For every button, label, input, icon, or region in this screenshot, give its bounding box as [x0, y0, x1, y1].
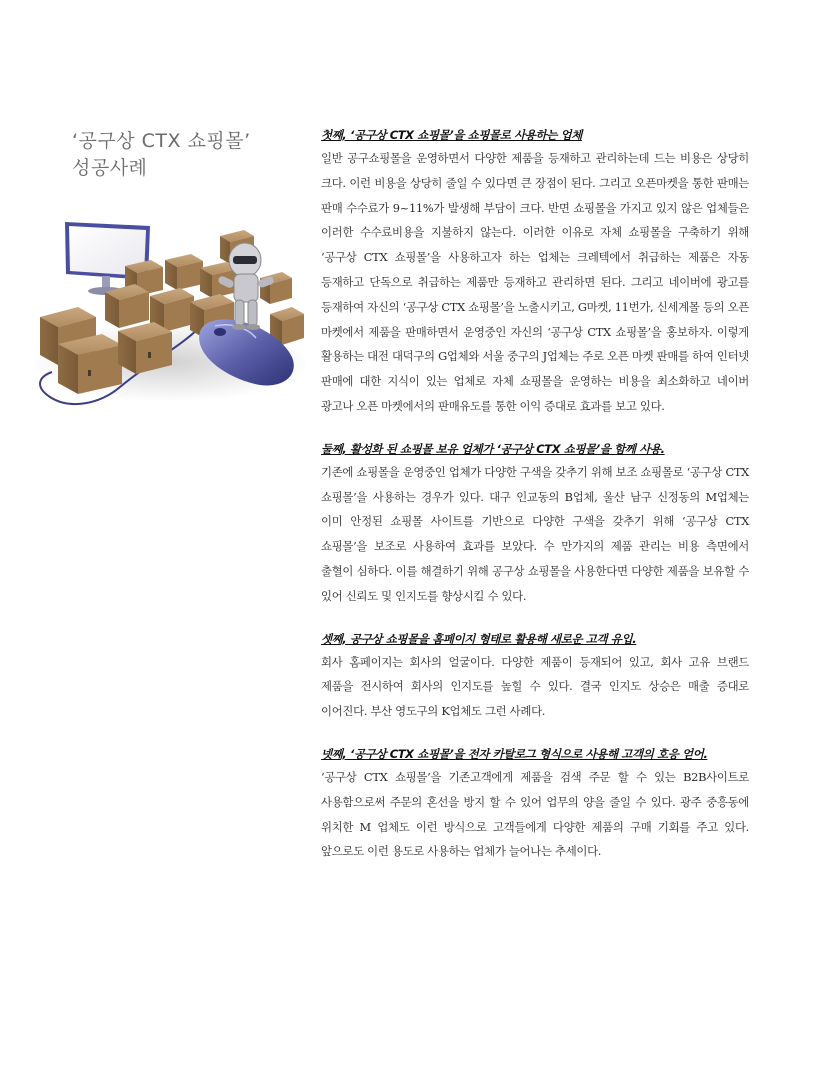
section-heading: 첫째, ‘공구상 CTX 쇼핑몰’을 쇼핑몰로 사용하는 업체 [321, 128, 582, 142]
section-2 [321, 441, 749, 609]
section-body: 회사 홈페이지는 회사의 얼굴이다. 다양한 제품이 등재되어 있고, 회사 고유 브랜드 제품을 전시하여 회사의 인지도를 높힐 수 있다. 결국 인지도 상승은 매출 증대로 이어진다. 부산 영도구의 K업체도 그런 사례다. [321, 654, 749, 719]
section-body: 일반 공구쇼핑몰을 운영하면서 다양한 제품을 등재하고 관리하는데 드는 비용은 상당히 크다. 이런 비용을 상당히 줄일 수 있다면 큰 장점이 된다. 그리고 오픈마켓을 통한 판매는 판매 수수료가 9~11%가 발생해 부담이 크다. 반면 쇼핑몰을 가지고 있지 않은 업체들은 이러한 수수료비용을 지불하지 않는다. 이러한 이유로 자체 쇼핑몰을 구축하기 위해 ‘공구상 CTX 쇼핑몰’을 사용하고자 하는 업체는 크레텍에서 취급하는 제품은 자동 등재하고 단독으로 취급하는 제품만 등재하고 관리하면 된다. 그리고 네이버에 광고를 등재하여 자신의 ‘공구상 CTX 쇼핑몰’을 노출시키고, G마켓, 11번가, 신세계몰 등의 오픈 마켓에서 제품을 판매하면서 운영중인 자신의 ‘공구상 CTX 쇼핑몰’을 홍보하자. 이렇게 활용하는 대전 대덕구의 G업체와 서울 중구의 J업체는 주로 오픈 마켓 판매를 하여 인터넷 판매에 대한 지식이 있는 업체로 자체 쇼핑몰을 운영하는 비용을 최소화하고 네이버 광고나 오픈 마켓에서의 판매유도를 통한 이익 증대로 효과를 보고 있다. [321, 151, 749, 413]
section-heading: 셋째, 공구상 쇼핑몰을 홈페이지 형태로 활용해 새로운 고객 유입. [321, 631, 637, 646]
section-3 [321, 631, 749, 724]
section-heading: 넷째, ‘공구상 CTX 쇼핑몰’을 전자 카탈로그 형식으로 사용해 고객의 호응 얻어. [321, 746, 708, 761]
page-title [72, 128, 292, 182]
section-4 [321, 746, 749, 864]
article-content [321, 127, 749, 886]
page-title-line2: 성공사례 [72, 157, 148, 179]
section-body: ‘공구상 CTX 쇼핑몰’을 기존고객에게 제품을 검색 주문 할 수 있는 B2B사이트로 사용함으로써 주문의 혼선을 방지 할 수 있어 업무의 양을 줄일 수 있다. 광주 중흥동에 위치한 M 업체도 이런 방식으로 고객들에게 다양한 제품의 구매 기회를 주고 있다. 앞으로도 이런 용도로 사용하는 업체가 늘어나는 추세이다. [321, 769, 749, 859]
shopping-illustration [30, 212, 305, 422]
section-heading: 둘째, 활성화 된 쇼핑몰 보유 업체가 ‘공구상 CTX 쇼핑몰’을 함께 사용. [321, 441, 665, 456]
section-1 [321, 127, 749, 419]
page-title-line1: ‘공구상 CTX 쇼핑몰’ [72, 130, 251, 152]
section-body: 기존에 쇼핑몰을 운영중인 업체가 다양한 구색을 갖추기 위해 보조 쇼핑몰로 ‘공구상 CTX 쇼핑몰’을 사용하는 경우가 있다. 대구 인교동의 B업체, 울산 남구 신정동의 M업체는 이미 안정된 쇼핑몰 사이트를 기반으로 다양한 구색을 갖추기 위해 ‘공구상 CTX 쇼핑몰’을 보조로 사용하여 효과를 보았다. 수 만가지의 제품 관리는 비용 측면에서 출혈이 심하다. 이를 해결하기 위해 공구상 쇼핑몰을 사용한다면 다양한 제품을 보유할 수 있어 신뢰도 및 인지도를 향상시킬 수 있다. [321, 464, 749, 603]
